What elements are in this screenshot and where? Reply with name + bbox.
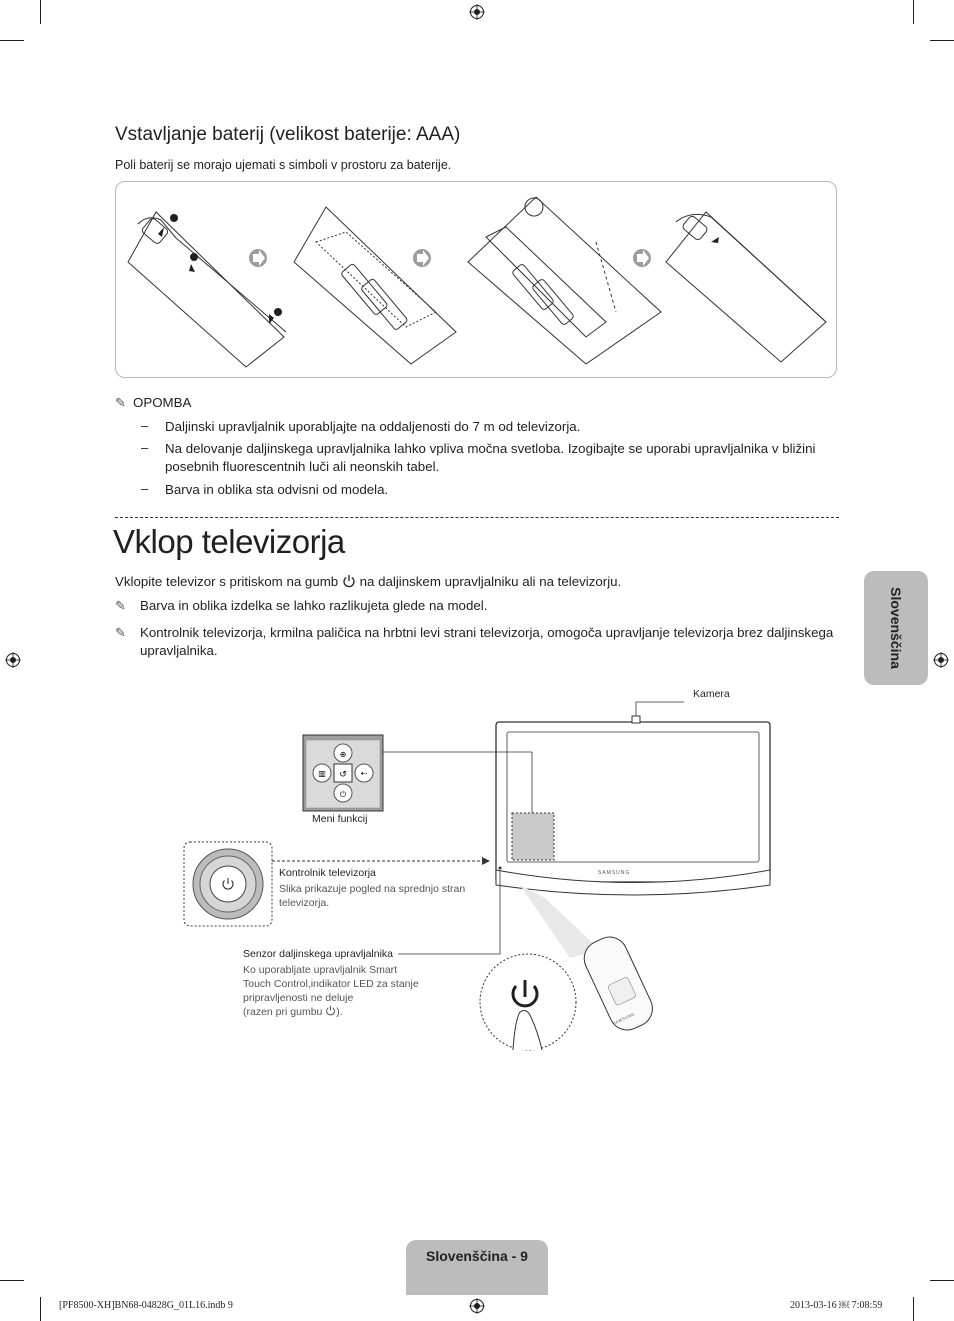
note-label: OPOMBA bbox=[133, 395, 192, 410]
power-note-2 bbox=[115, 624, 833, 642]
power-note-1 bbox=[115, 597, 487, 615]
sensor-desc-2: Touch Control,indikator LED za stanje bbox=[243, 978, 419, 990]
tv-brand-logo: SAMSUNG bbox=[598, 870, 631, 876]
sensor-desc-4-after: ). bbox=[336, 1006, 343, 1018]
bullet-dash: – bbox=[141, 418, 149, 433]
language-side-tab bbox=[864, 571, 928, 685]
svg-text:↺: ↺ bbox=[339, 770, 347, 780]
page-number-tab bbox=[406, 1240, 548, 1295]
pencil-note-icon: ✎ bbox=[115, 598, 126, 613]
remote-brand-logo: SAMSUNG bbox=[611, 1011, 636, 1026]
note-header bbox=[115, 394, 191, 412]
svg-text:⏻: ⏻ bbox=[339, 790, 347, 799]
menu-label: Meni funkcij bbox=[312, 813, 368, 825]
power-intro-after: na daljinskem upravljalniku ali na televizorju. bbox=[359, 574, 622, 589]
section-divider bbox=[115, 517, 839, 518]
pencil-note-icon: ✎ bbox=[115, 395, 126, 410]
print-file-info: [PF8500-XH]BN68-04828G_01L16.indb 9 bbox=[59, 1300, 233, 1311]
crop-mark bbox=[913, 1297, 914, 1321]
crop-mark bbox=[913, 0, 914, 24]
power-note-1-text: Barva in oblika izdelka se lahko razlikujeta glede na model. bbox=[140, 598, 488, 613]
registration-mark-icon bbox=[933, 652, 949, 668]
page-number-label: Slovenščina - 9 bbox=[426, 1248, 528, 1264]
sensor-title: Senzor daljinskega upravljalnika bbox=[243, 948, 394, 960]
battery-illustration bbox=[116, 182, 836, 376]
battery-intro: Poli baterij se morajo ujemati s simboli v prostoru za baterije. bbox=[115, 158, 452, 172]
battery-heading: Vstavljanje baterij (velikost baterije: AAA) bbox=[115, 124, 461, 145]
svg-text:▥: ▥ bbox=[318, 769, 326, 778]
note-bullet-3: Barva in oblika sta odvisni od modela. bbox=[165, 482, 389, 497]
camera-label: Kamera bbox=[693, 688, 730, 700]
controller-desc-2: televizorja. bbox=[279, 897, 330, 909]
bullet-dash: – bbox=[141, 481, 149, 496]
registration-mark-icon bbox=[469, 1298, 485, 1314]
registration-mark-icon bbox=[5, 652, 21, 668]
svg-text:⇠: ⇠ bbox=[360, 769, 368, 778]
power-note-2-text: Kontrolnik televizorja, krmilna paličica na hrbtni levi strani televizorja, omogoča upravljanje televizorja brez daljinskega bbox=[140, 625, 834, 640]
note-bullet-1: Daljinski upravljalnik uporabljajte na oddaljenosti do 7 m od televizorja. bbox=[165, 419, 581, 434]
sensor-desc-1: Ko uporabljate upravljalnik Smart bbox=[243, 964, 398, 976]
language-side-tab-label: Slovenščina bbox=[888, 587, 904, 669]
crop-mark bbox=[40, 1297, 41, 1321]
power-icon bbox=[342, 574, 356, 588]
registration-mark-icon bbox=[469, 4, 485, 20]
bullet-dash: – bbox=[141, 440, 149, 455]
power-intro bbox=[115, 573, 621, 591]
crop-mark bbox=[0, 40, 24, 41]
note-bullet-2: Na delovanje daljinskega upravljalnika lahko vpliva močna svetloba. Izogibajte se uporabi upravljalnika v bližini bbox=[165, 441, 816, 456]
crop-mark bbox=[40, 0, 41, 24]
power-note-2-cont: upravljalnika. bbox=[140, 643, 218, 658]
power-intro-before: Vklopite televizor s pritiskom na gumb bbox=[115, 574, 339, 589]
svg-text:⊕: ⊕ bbox=[339, 750, 347, 759]
crop-mark bbox=[930, 40, 954, 41]
sensor-desc-4 bbox=[243, 1005, 343, 1019]
note-bullet-2-cont: posebnih fluorescentnih luči ali neonskih tabel. bbox=[165, 459, 440, 474]
pencil-note-icon: ✎ bbox=[115, 625, 126, 640]
crop-mark bbox=[0, 1280, 24, 1281]
controller-desc-1: Slika prikazuje pogled na sprednjo stran bbox=[279, 883, 466, 895]
power-heading: Vklop televizorja bbox=[113, 523, 345, 560]
sensor-desc-3: pripravljenosti ne deluje bbox=[243, 992, 354, 1004]
sensor-desc-4-before: (razen pri gumbu bbox=[243, 1006, 323, 1018]
power-icon bbox=[325, 1005, 336, 1016]
crop-mark bbox=[930, 1280, 954, 1281]
next-step-arrow-icon bbox=[249, 249, 651, 267]
print-datetime: 2013-03-16 ￼ 7:08:59 bbox=[790, 1300, 883, 1311]
battery-illustration-box bbox=[115, 181, 837, 378]
controller-title: Kontrolnik televizorja bbox=[279, 867, 376, 879]
